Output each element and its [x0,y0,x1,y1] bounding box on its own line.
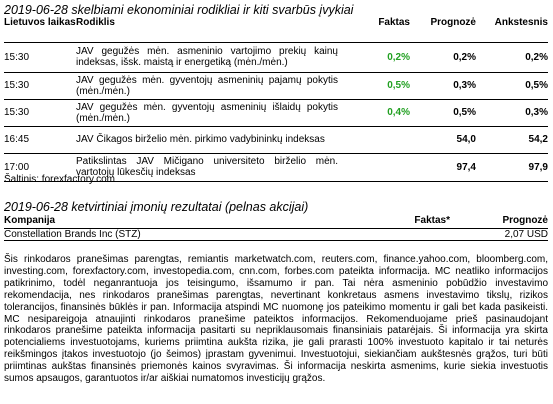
header-eps-forecast: Prognozė [502,215,548,226]
indicators-table [4,17,548,182]
indicator-time: 16:45 [4,134,30,145]
indicator-time: 15:30 [4,107,30,118]
indicator-forecast: 0,3% [453,80,476,91]
indicator-previous: 54,2 [528,134,548,145]
indicator-description: JAV Čikagos birželio mėn. pirkimo vadybininkų indeksas [76,134,325,145]
indicator-description: JAV gegužės mėn. asmeninio vartojimo prekių kainų indeksas, išsk. maistą ir energetiką (mėn./mėn.) [76,46,338,68]
header-previous: Ankstesnis [494,17,548,28]
indicator-row [4,99,548,126]
indicator-time: 15:30 [4,51,30,63]
section-title-indicators: 2019-06-28 skelbiami ekonominiai rodikliai ir kiti svarbūs įvykiai [4,3,354,17]
indicator-previous: 97,9 [528,161,548,173]
earnings-company: Constellation Brands Inc (STZ) [4,228,141,240]
header-forecast: Prognozė [430,17,476,28]
header-time: Lietuvos laikas [4,17,76,28]
earnings-actual [344,228,450,240]
header-indicator: Rodiklis [76,17,115,28]
indicator-row [4,72,548,99]
indicator-forecast: 97,4 [456,161,476,173]
header-company: Kompanija [4,215,56,226]
header-eps-actual: Faktas* [414,215,450,226]
earnings-table [4,215,548,241]
indicator-time: 17:00 [4,161,30,173]
indicator-actual: 0,4% [387,107,410,118]
earnings-row [4,228,548,240]
indicator-forecast: 0,2% [453,51,476,63]
indicator-previous: 0,3% [525,107,548,118]
indicator-forecast: 54,0 [456,134,476,145]
indicator-row [4,42,548,72]
indicator-actual [344,153,410,181]
section-title-earnings: 2019-06-28 ketvirtiniai įmonių rezultatai (pelnas akcijai) [4,200,309,214]
indicator-actual: 0,2% [387,51,410,63]
indicator-forecast: 0,5% [453,107,476,118]
source-note: Šaltinis: forexfactory.com [4,174,115,185]
disclaimer-text: Šis rinkodaros pranešimas parengtas, remiantis marketwatch.com, reuters.com, finance.yahoo.com, bloomberg.com, investing.com, forexfactory.com, investopedia.com, cnn.com, forbes.com pateikta informacija. MC neatliko informacijos patikrinimo, todėl neganrantuoja jos teisingumo, išsamumo ir pan. Tai nėra asmeninio pobūdžio investavimo rekomendacija, nes rinkodaros pranešimas parengtas, nevertinant konkretaus asmens investavimo tikslų, rizikos tolerancijos, finansinės būklės ir pan. Informacija atspindi MC nuomonę jos pateikimo momentu ir gali bet kada pasikeisti. MC nesipareigoja atnaujinti rinkodaros pranešime pateiktos informacijos. Rekomenduojame prieš pasinaudojant rinkodaros pranešime pateikta informacija pasitarti su nepriklausomais finansiniais patarėjais. Ši informacija yra skirta potencialiems investuotojams, kuriems priimtina aukšta rizika, jie gali prarasti 100% investuoto kapitalo ir tai neturės reikšmingos įtakos investuotojo (jo šeimos) įprastam gyvenimui. Investuotojui, siekiančiam aukštesnės grąžos, turi būti priimtinas aukštas finansinės priemonės kainos svyravimas. Ši informacija neskirta asmenims, kurie siekia investuotis sumos apsaugos, garantuotos ir/ar aiškiai numatomos investicijų grąžos. [4,254,548,385]
header-actual: Faktas [378,17,410,28]
indicator-time: 15:30 [4,80,30,91]
indicator-previous: 0,2% [525,51,548,63]
indicator-description: JAV gegužės mėn. gyventojų asmeninių išlaidų pokytis (mėn./mėn.) [76,101,338,124]
indicator-previous: 0,5% [525,80,548,91]
indicator-description: JAV gegužės mėn. gyventojų asmeninių pajamų pokytis (mėn./mėn.) [76,74,338,97]
indicator-row [4,126,548,153]
indicator-description: Patikslintas JAV Mičigano universiteto birželio mėn. vartotojų lūkesčių indeksas [76,156,338,178]
indicator-actual [344,126,410,153]
earnings-forecast: 2,07 USD [504,228,548,240]
indicator-actual: 0,5% [387,80,410,91]
